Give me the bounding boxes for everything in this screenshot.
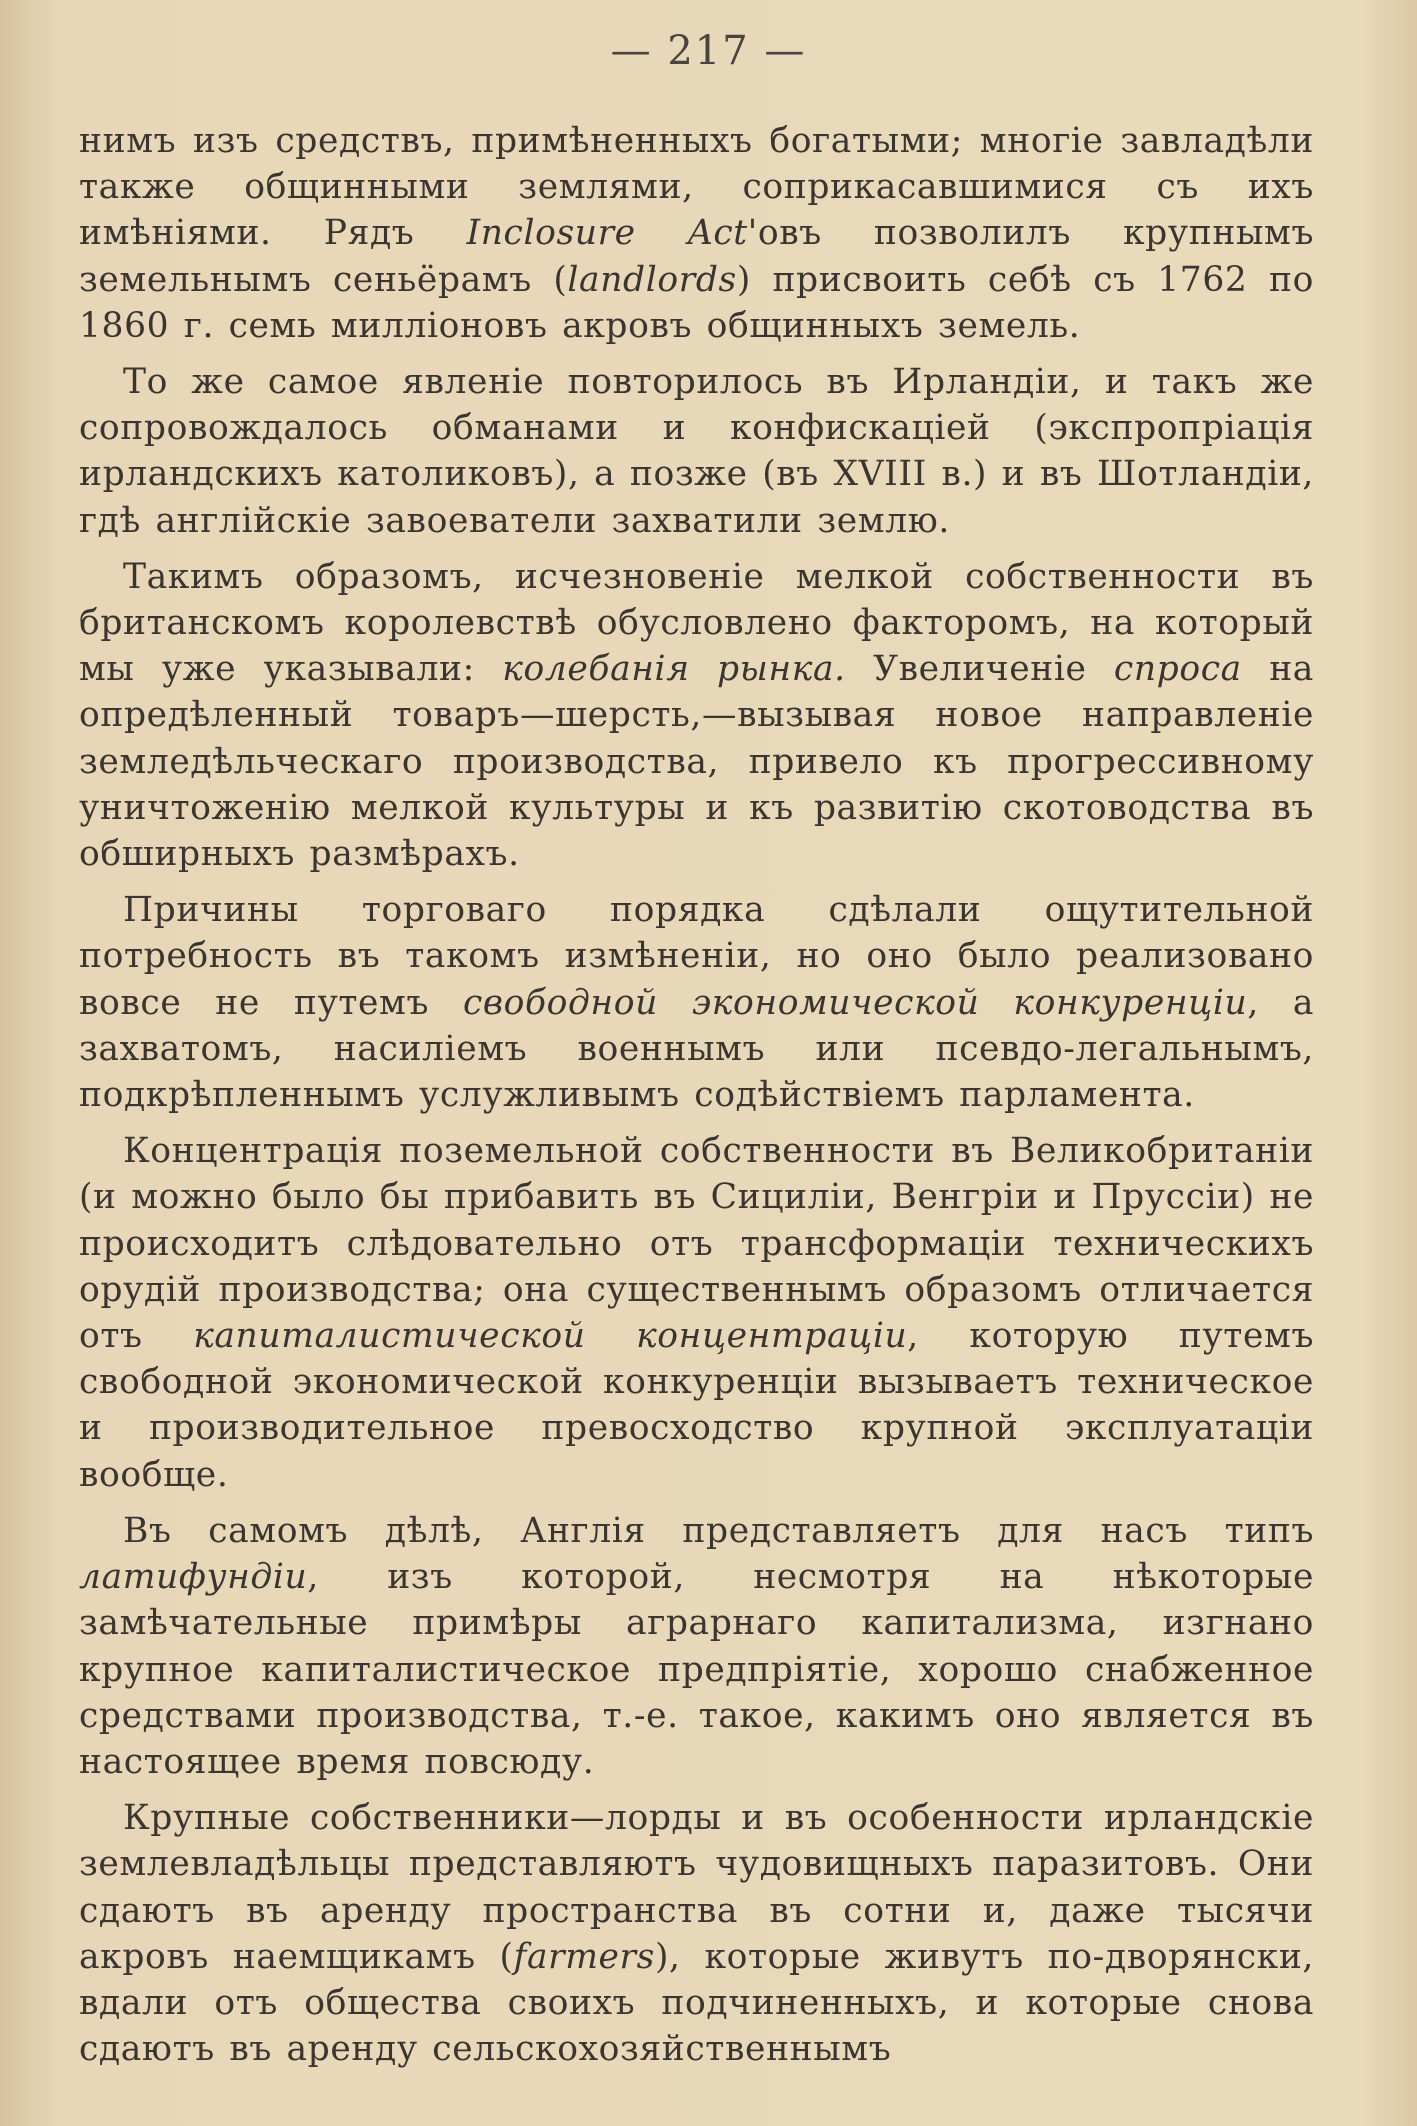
text-run: Увеличеніе	[845, 649, 1114, 690]
text-run: То же самое явленіе повторилось въ Ирландіи, и такъ же сопровождалось обманами и конфискаціей (экспропріація ирландскихъ католиковъ), а позже (въ XVIII в.) и въ Шотландіи, гдѣ англійскіе завоеватели захватили землю.	[79, 362, 1314, 541]
text-run-italic: landlords	[567, 259, 737, 300]
text-run-italic: farmers	[513, 1936, 655, 1977]
paragraph	[79, 887, 1314, 1118]
text-run: на опредѣленный товаръ—шерсть,—вызывая новое направленіе земледѣльческаго производства, привело къ прогрессивному уничтоженію мелкой культуры и къ развитію скотоводства въ обширныхъ размѣрахъ.	[79, 649, 1314, 875]
paragraph	[79, 359, 1314, 544]
text-run-italic: колебанія рынка.	[502, 649, 846, 690]
text-run: нимъ изъ средствъ, примѣненныхъ богатыми; многіе завладѣли также общинными землями, соприкасавшимися съ ихъ имѣніями. Рядъ	[79, 121, 1314, 254]
text-run: Причины торговаго порядка сдѣлали ощутительной потребность въ такомъ измѣненіи, но оно было реализовано вовсе не путемъ	[79, 890, 1314, 1023]
text-run-italic: свободной экономической конкуренціи	[462, 982, 1248, 1023]
text-run: Въ самомъ дѣлѣ, Англія представляетъ для насъ типъ	[123, 1510, 1314, 1551]
paragraph	[79, 554, 1314, 877]
text-run: ), которые живутъ по-дворянски, вдали отъ общества своихъ подчиненныхъ, и которые снова сдаютъ въ аренду сельскохозяйственнымъ	[79, 1936, 1314, 2070]
text-run-italic: Inclosure Act	[466, 213, 748, 254]
text-run: ) присвоить себѣ съ 1762 по 1860 г. семь милліоновъ акровъ общинныхъ земель.	[79, 259, 1314, 346]
paragraph	[79, 1795, 1314, 2072]
text-run-italic: спроса	[1113, 649, 1242, 690]
text-run: Такимъ образомъ, исчезновеніе мелкой собственности въ британскомъ королевствѣ обусловлено факторомъ, на который мы уже указывали:	[79, 556, 1314, 690]
body-text	[79, 118, 1314, 2082]
text-run: , а захватомъ, насиліемъ военнымъ или псевдо-легальнымъ, подкрѣпленнымъ услужливымъ содѣйствіемъ парламента.	[79, 982, 1314, 1116]
paragraph	[79, 1128, 1314, 1498]
paragraph	[79, 118, 1314, 349]
text-run: Крупные собственники—лорды и въ особенности ирландскіе землевладѣльцы представляютъ чудовищныхъ паразитовъ. Они сдаютъ въ аренду пространства въ сотни и, даже тысячи акровъ наемщикамъ (	[79, 1798, 1314, 1977]
text-run: 'овъ позволилъ крупнымъ земельнымъ сеньёрамъ (	[79, 213, 1314, 300]
text-run-italic: капиталистической концентраціи	[193, 1316, 908, 1357]
text-run: , которую путемъ свободной экономической конкуренціи вызываетъ техническое и производительное превосходство крупной эксплуатаціи вообще.	[79, 1316, 1314, 1495]
page-number: — 217 —	[610, 28, 807, 74]
text-run-italic: латифундіи	[79, 1557, 308, 1598]
text-run: , изъ которой, несмотря на нѣкоторые замѣчательные примѣры аграрнаго капитализма, изгнано крупное капиталистическое предпріятіе, хорошо снабженное средствами производства, т.-е. такое, какимъ оно является въ настоящее время повсюду.	[79, 1557, 1314, 1782]
text-run: Концентрація поземельной собственности въ Великобританіи (и можно было бы прибавить въ Сициліи, Венгріи и Пруссіи) не происходитъ слѣдовательно отъ трансформаціи техническихъ орудій производства; она существеннымъ образомъ отличается отъ	[79, 1131, 1314, 1357]
paragraph	[79, 1508, 1314, 1785]
